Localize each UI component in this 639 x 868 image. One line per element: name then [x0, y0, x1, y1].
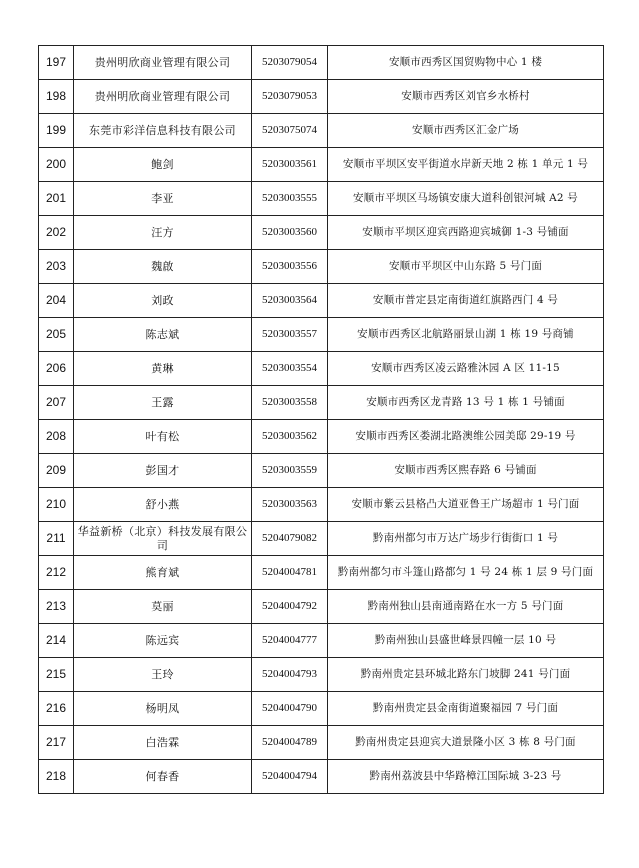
merchant-address-cell: 安顺市平坝区马场镇安康大道科创银河城 A2 号: [328, 182, 604, 216]
merchant-code-cell: 5204004781: [252, 556, 328, 590]
merchant-address-cell: 黔南州贵定县环城北路东门坡脚 241 号门面: [328, 658, 604, 692]
merchant-name-cell: 叶有松: [74, 420, 252, 454]
row-index-cell: 210: [39, 488, 74, 522]
table-row: [39, 114, 604, 148]
table-row: [39, 148, 604, 182]
merchant-code-cell: 5203003559: [252, 454, 328, 488]
merchant-code-cell: 5203003560: [252, 216, 328, 250]
row-index-cell: 215: [39, 658, 74, 692]
table-row: [39, 488, 604, 522]
row-index-cell: 204: [39, 284, 74, 318]
row-index-cell: 209: [39, 454, 74, 488]
merchant-address-cell: 黔南州都匀市万达广场步行街街口 1 号: [328, 522, 604, 556]
row-index-cell: 205: [39, 318, 74, 352]
row-index-cell: 206: [39, 352, 74, 386]
row-index-cell: 214: [39, 624, 74, 658]
row-index-cell: 207: [39, 386, 74, 420]
merchant-name-cell: 陈远宾: [74, 624, 252, 658]
merchant-address-cell: 黔南州都匀市斗篷山路都匀 1 号 24 栋 1 层 9 号门面: [328, 556, 604, 590]
table-row: [39, 250, 604, 284]
merchant-address-cell: 黔南州贵定县金南街道聚福园 7 号门面: [328, 692, 604, 726]
merchant-code-cell: 5203003558: [252, 386, 328, 420]
merchant-name-cell: 白浩霖: [74, 726, 252, 760]
merchant-code-cell: 5203003562: [252, 420, 328, 454]
row-index-cell: 211: [39, 522, 74, 556]
table-row: [39, 216, 604, 250]
row-index-cell: 197: [39, 46, 74, 80]
merchant-code-cell: 5203003556: [252, 250, 328, 284]
roster-table: [38, 45, 604, 794]
merchant-name-cell: 莫丽: [74, 590, 252, 624]
table-row: [39, 760, 604, 794]
table-row: [39, 80, 604, 114]
merchant-code-cell: 5203003561: [252, 148, 328, 182]
merchant-code-cell: 5203003564: [252, 284, 328, 318]
row-index-cell: 200: [39, 148, 74, 182]
merchant-address-cell: 黔南州荔波县中华路樟江国际城 3-23 号: [328, 760, 604, 794]
merchant-name-cell: 黄琳: [74, 352, 252, 386]
table-row: [39, 182, 604, 216]
table-row: [39, 522, 604, 556]
merchant-address-cell: 安顺市西秀区北航路丽景山湖 1 栋 19 号商铺: [328, 318, 604, 352]
merchant-address-cell: 安顺市西秀区娄湖北路澳维公园美邸 29-19 号: [328, 420, 604, 454]
merchant-address-cell: 黔南州独山县盛世峰景四幢一层 10 号: [328, 624, 604, 658]
merchant-address-cell: 安顺市普定县定南街道红旗路西门 4 号: [328, 284, 604, 318]
merchant-code-cell: 5204004794: [252, 760, 328, 794]
merchant-name-cell: 贵州明欣商业管理有限公司: [74, 80, 252, 114]
merchant-code-cell: 5204004789: [252, 726, 328, 760]
row-index-cell: 217: [39, 726, 74, 760]
merchant-address-cell: 安顺市平坝区迎宾西路迎宾城御 1-3 号铺面: [328, 216, 604, 250]
merchant-address-cell: 安顺市西秀区汇金广场: [328, 114, 604, 148]
merchant-name-cell: 王露: [74, 386, 252, 420]
merchant-name-cell: 李亚: [74, 182, 252, 216]
row-index-cell: 213: [39, 590, 74, 624]
merchant-name-cell: 杨明凤: [74, 692, 252, 726]
merchant-code-cell: 5203079054: [252, 46, 328, 80]
merchant-code-cell: 5204079082: [252, 522, 328, 556]
merchant-address-cell: 安顺市西秀区龙青路 13 号 1 栋 1 号铺面: [328, 386, 604, 420]
merchant-name-cell: 陈志斌: [74, 318, 252, 352]
merchant-name-cell: 东莞市彩洋信息科技有限公司: [74, 114, 252, 148]
table-row: [39, 658, 604, 692]
row-index-cell: 208: [39, 420, 74, 454]
merchant-address-cell: 黔南州贵定县迎宾大道景隆小区 3 栋 8 号门面: [328, 726, 604, 760]
merchant-code-cell: 5203003555: [252, 182, 328, 216]
row-index-cell: 199: [39, 114, 74, 148]
merchant-code-cell: 5204004777: [252, 624, 328, 658]
merchant-address-cell: 安顺市西秀区凌云路雅沐园 A 区 11-15: [328, 352, 604, 386]
table-row: [39, 590, 604, 624]
merchant-name-cell: 鲍剑: [74, 148, 252, 182]
row-index-cell: 203: [39, 250, 74, 284]
table-row: [39, 386, 604, 420]
row-index-cell: 212: [39, 556, 74, 590]
merchant-address-cell: 黔南州独山县南通南路在水一方 5 号门面: [328, 590, 604, 624]
merchant-name-cell: 华益新桥（北京）科技发展有限公司: [74, 522, 252, 556]
merchant-name-cell: 贵州明欣商业管理有限公司: [74, 46, 252, 80]
table-row: [39, 624, 604, 658]
merchant-name-cell: 刘政: [74, 284, 252, 318]
table-row: [39, 352, 604, 386]
merchant-name-cell: 汪方: [74, 216, 252, 250]
row-index-cell: 218: [39, 760, 74, 794]
merchant-code-cell: 5204004790: [252, 692, 328, 726]
merchant-address-cell: 安顺市平坝区中山东路 5 号门面: [328, 250, 604, 284]
merchant-name-cell: 熊育斌: [74, 556, 252, 590]
roster-table-body: [39, 46, 604, 794]
merchant-name-cell: 王玲: [74, 658, 252, 692]
merchant-code-cell: 5203003563: [252, 488, 328, 522]
merchant-address-cell: 安顺市西秀区国贸购物中心 1 楼: [328, 46, 604, 80]
merchant-name-cell: 魏啟: [74, 250, 252, 284]
table-row: [39, 556, 604, 590]
merchant-name-cell: 彭国才: [74, 454, 252, 488]
merchant-code-cell: 5203075074: [252, 114, 328, 148]
row-index-cell: 201: [39, 182, 74, 216]
table-row: [39, 692, 604, 726]
table-row: [39, 318, 604, 352]
merchant-code-cell: 5204004792: [252, 590, 328, 624]
table-row: [39, 726, 604, 760]
merchant-address-cell: 安顺市西秀区熙春路 6 号铺面: [328, 454, 604, 488]
table-row: [39, 46, 604, 80]
row-index-cell: 198: [39, 80, 74, 114]
row-index-cell: 202: [39, 216, 74, 250]
merchant-name-cell: 何春香: [74, 760, 252, 794]
merchant-code-cell: 5203003554: [252, 352, 328, 386]
merchant-address-cell: 安顺市平坝区安平街道水岸新天地 2 栋 1 单元 1 号: [328, 148, 604, 182]
table-row: [39, 454, 604, 488]
merchant-address-cell: 安顺市紫云县格凸大道亚鲁王广场超市 1 号门面: [328, 488, 604, 522]
merchant-name-cell: 舒小燕: [74, 488, 252, 522]
table-row: [39, 420, 604, 454]
row-index-cell: 216: [39, 692, 74, 726]
merchant-code-cell: 5203003557: [252, 318, 328, 352]
merchant-code-cell: 5203079053: [252, 80, 328, 114]
merchant-code-cell: 5204004793: [252, 658, 328, 692]
merchant-address-cell: 安顺市西秀区刘官乡水桥村: [328, 80, 604, 114]
table-row: [39, 284, 604, 318]
